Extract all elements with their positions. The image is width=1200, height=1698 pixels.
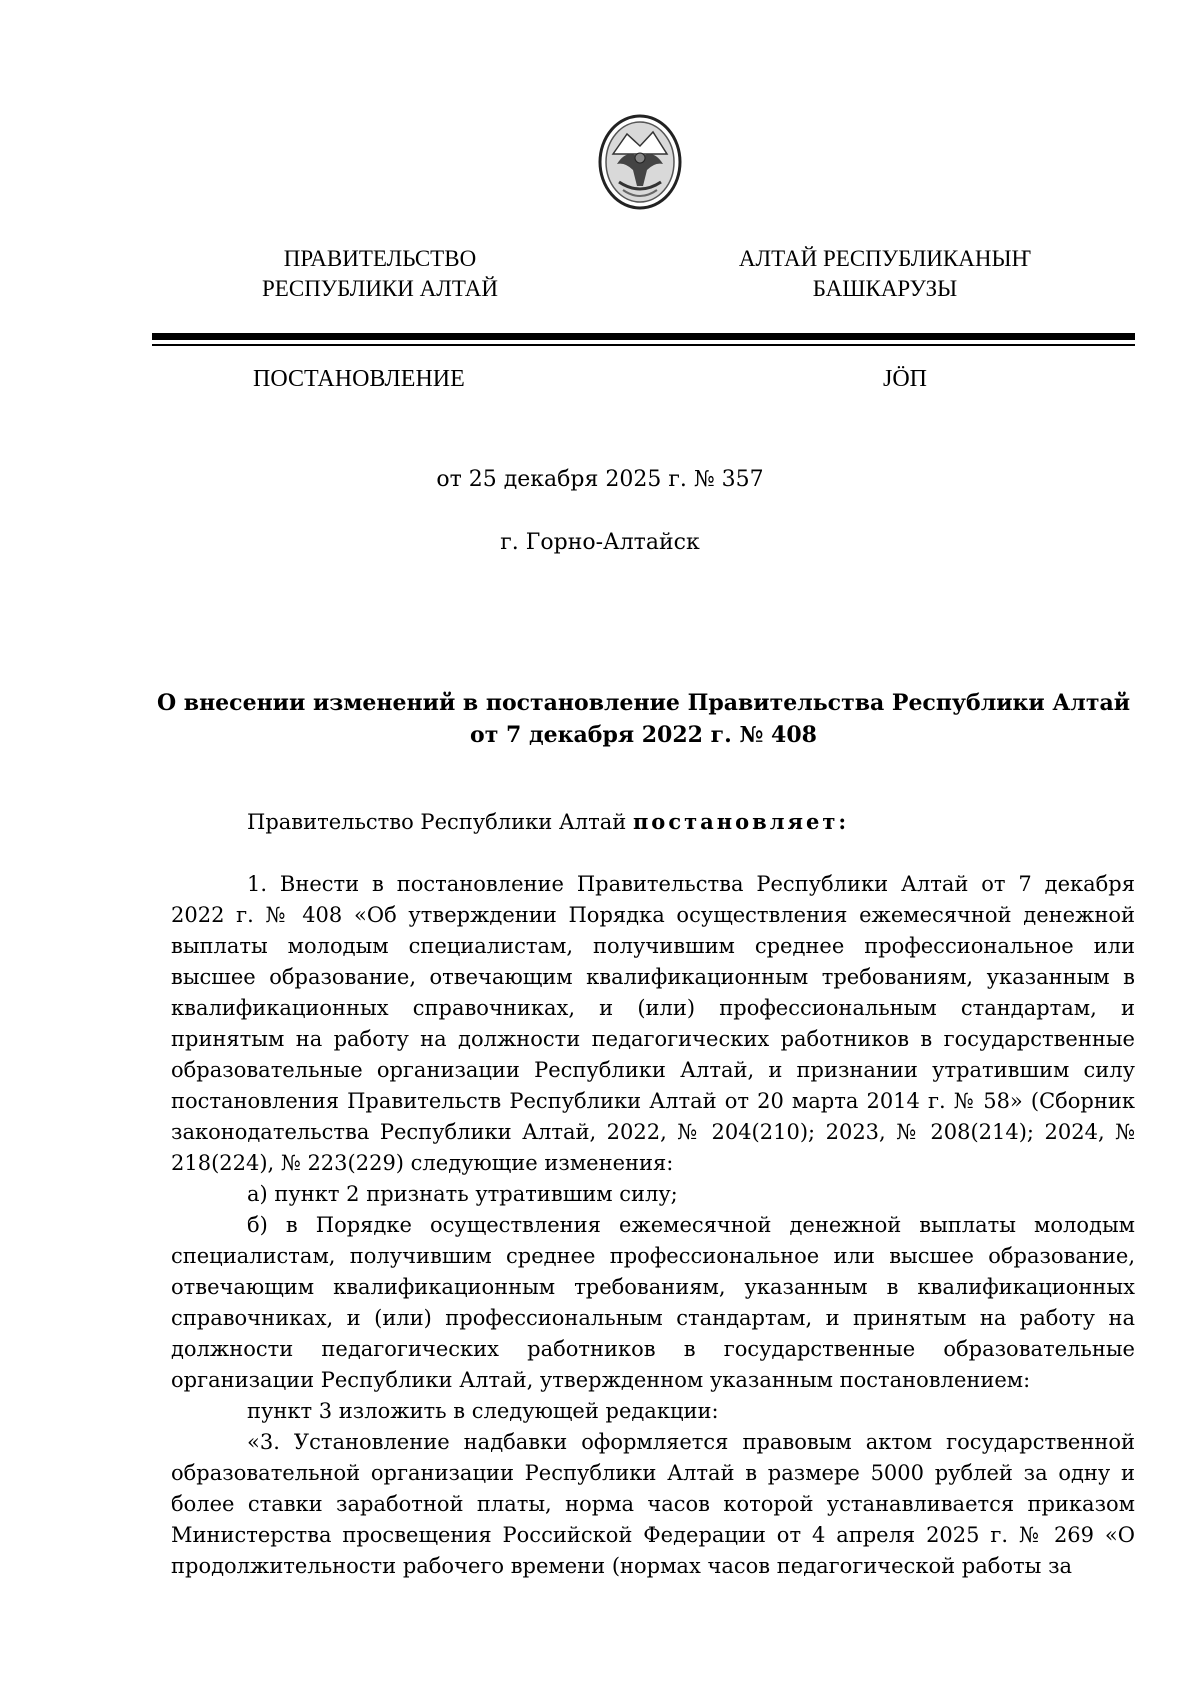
government-name-ru: [230, 244, 530, 304]
government-name-alt-line1: АЛТАЙ РЕСПУБЛИКАНЫҤ: [738, 246, 1032, 271]
government-name-alt-line2: БАШКАРУЗЫ: [812, 276, 958, 301]
document-body: [171, 806, 1135, 1582]
decree-keyword: постановляет:: [632, 809, 850, 834]
doc-type-ru: ПОСТАНОВЛЕНИЕ: [253, 366, 465, 392]
document-date-number: от 25 декабря 2025 г. № 357: [436, 467, 764, 492]
doc-type-alt: ЈӦП: [883, 366, 928, 392]
paragraph-5: «3. Установление надбавки оформляется правовым актом государственной образовательной организации Республики Алтай в размере 5000 рублей за одну и более ставки заработной платы, норма часов которой устанавливается приказом Министерства просвещения Российской Федерации от 4 апреля 2025 г. № 269 «О продолжительности рабочего времени (нормах часов педагогической работы за: [171, 1430, 1135, 1578]
decree-intro-text: Правительство Республики Алтай: [247, 810, 633, 834]
coat-of-arms-icon: [597, 112, 683, 212]
paragraph-3: б) в Порядке осуществления ежемесячной денежной выплаты молодым специалистам, получившим среднее профессиональное или высшее образование, отвечающим квалификационным требованиям, указанным в квалификационных справочниках, и (или) профессиональным стандартам, и принятым на работу на должности педагогических работников в государственные образовательные организации Республики Алтай, утвержденном указанным постановлением:: [171, 1213, 1135, 1392]
decree-intro: [171, 806, 1135, 838]
paragraph-1: 1. Внести в постановление Правительства Республики Алтай от 7 декабря 2022 г. № 408 «Об утверждении Порядка осуществления ежемесячной денежной выплаты молодым специалистам, получившим среднее профессиональное или высшее образование, отвечающим квалификационным требованиям, указанным в квалификационных справочниках, и (или) профессиональным стандартам, и принятым на работу на должности педагогических работников в государственные образовательные организации Республики Алтай, и признании утратившим силу постановления Правительств Республики Алтай от 20 марта 2014 г. № 58» (Сборник законодательства Республики Алтай, 2022, № 204(210); 2023, № 208(214); 2024, № 218(224), № 223(229) следующие изменения:: [171, 872, 1135, 1175]
paragraph-4: пункт 3 изложить в следующей редакции:: [247, 1399, 719, 1423]
government-name-ru-line2: РЕСПУБЛИКИ АЛТАЙ: [262, 276, 498, 301]
header-divider-thin: [152, 344, 1135, 346]
document-title-line2: от 7 декабря 2022 г. № 408: [470, 722, 817, 748]
document-title-line1: О внесении изменений в постановление Правительства Республики Алтай: [156, 690, 1131, 716]
government-name-alt: [735, 244, 1035, 304]
document-title: [152, 687, 1135, 751]
paragraph-2: а) пункт 2 признать утратившим силу;: [247, 1182, 678, 1206]
document-city: г. Горно-Алтайск: [500, 530, 700, 555]
government-name-ru-line1: ПРАВИТЕЛЬСТВО: [283, 246, 477, 271]
header-divider-thick: [152, 333, 1135, 340]
